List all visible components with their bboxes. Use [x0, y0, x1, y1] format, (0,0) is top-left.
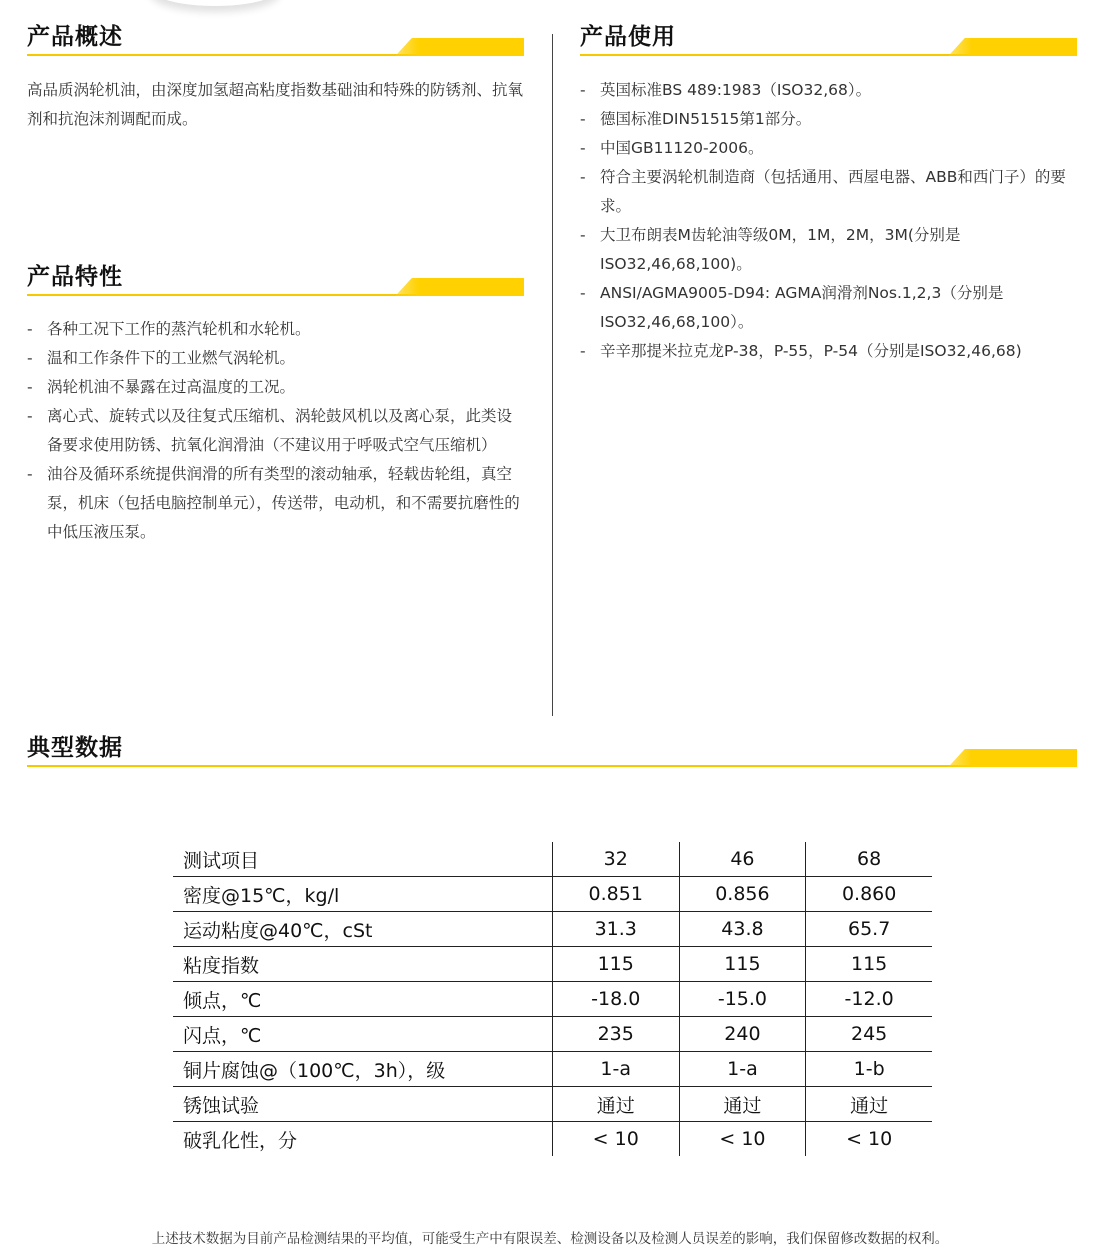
table-row [173, 982, 932, 1017]
table-cell: 31.3 [552, 912, 679, 947]
table-cell: 43.8 [679, 912, 806, 947]
table-row [173, 1017, 932, 1052]
table-cell: 115 [552, 947, 679, 982]
table-cell: 240 [679, 1017, 806, 1052]
table-cell: 1-a [679, 1052, 806, 1087]
list-item: - 各种工况下工作的蒸汽轮机和水轮机。 [27, 315, 525, 344]
table-cell: 0.860 [806, 877, 932, 912]
table-cell: < 10 [806, 1122, 932, 1157]
table-cell: < 10 [552, 1122, 679, 1157]
footnote: 上述技术数据为目前产品检测结果的平均值，可能受生产中有限误差、检测设备以及检测人员误差的影响，我们保留修改数据的权利。 [151, 1231, 949, 1247]
table-cell: 密度@15℃，kg/l [173, 877, 552, 912]
table-cell: < 10 [679, 1122, 806, 1157]
table-cell: 破乳化性，分 [183, 1129, 298, 1152]
table-cell: -18.0 [552, 982, 679, 1017]
table-row [173, 1052, 932, 1087]
list-item: - 离心式、旋转式以及往复式压缩机、涡轮鼓风机以及离心泵，此类设备要求使用防锈、抗氧化润滑油（不建议用于呼吸式空气压缩机） [27, 402, 525, 460]
table-row [173, 947, 932, 982]
table-header-cell: 46 [679, 842, 806, 877]
table-cell: 粘度指数 [173, 947, 552, 982]
table-cell: 235 [552, 1017, 679, 1052]
table-cell: 65.7 [806, 912, 932, 947]
usage-header [580, 22, 1077, 56]
decorative-arc [150, 0, 280, 6]
list-item: - 德国标准DIN51515第1部分。 [580, 105, 1078, 134]
table-cell: -15.0 [679, 982, 806, 1017]
typical-title: 典型数据 [27, 735, 123, 761]
list-item: - 辛辛那提米拉克龙P-38，P-55，P-54（分别是ISO32,46,68) [580, 337, 1078, 366]
list-item: - 符合主要涡轮机制造商（包括通用、西屋电器、ABB和西门子）的要求。 [580, 163, 1078, 221]
table-cell: 0.856 [679, 877, 806, 912]
table-row [173, 1122, 932, 1157]
usage-title: 产品使用 [580, 24, 676, 50]
table-cell: 通过 [552, 1087, 679, 1122]
usage-list [580, 76, 1078, 366]
table-cell: 闪点，℃ [173, 1017, 552, 1052]
overview-text: 高品质涡轮机油，由深度加氢超高粘度指数基础油和特殊的防锈剂、抗氧剂和抗泡沫剂调配而成。 [27, 81, 524, 128]
table-cell: -12.0 [806, 982, 932, 1017]
table-cell: 115 [679, 947, 806, 982]
list-item: - ANSI/AGMA9005-D94: AGMA润滑剂Nos.1,2,3（分别是ISO32,46,68,100）。 [580, 279, 1078, 337]
features-title: 产品特性 [27, 264, 123, 290]
list-item: - 英国标准BS 489:1983（ISO32,68）。 [580, 76, 1078, 105]
table-header-cell: 测试项目 [173, 842, 552, 877]
column-divider [552, 34, 553, 716]
list-item: - 中国GB11120-2006。 [580, 134, 1078, 163]
typical-data-table [173, 842, 932, 1156]
typical-rule [27, 765, 1077, 767]
features-list [27, 315, 525, 547]
features-header [27, 262, 524, 296]
table-cell: 倾点，℃ [173, 982, 552, 1017]
list-item: - 温和工作条件下的工业燃气涡轮机。 [27, 344, 525, 373]
table-cell: 通过 [806, 1087, 932, 1122]
table-row [173, 877, 932, 912]
table-header-row [173, 842, 932, 877]
list-item: - 油谷及循环系统提供润滑的所有类型的滚动轴承，轻载齿轮组，真空泵，机床（包括电脑控制单元），传送带，电动机，和不需要抗磨性的中低压液压泵。 [27, 460, 525, 547]
table-header-cell: 68 [806, 842, 932, 877]
table-row [173, 912, 932, 947]
table-cell: 0.851 [552, 877, 679, 912]
list-item: - 大卫布朗表M齿轮油等级0M，1M，2M，3M(分别是ISO32,46,68,100)。 [580, 221, 1078, 279]
table-row [173, 1087, 932, 1122]
typical-header [27, 733, 1077, 767]
table-cell: 运动粘度@40℃，cSt [173, 912, 552, 947]
table-cell: 115 [806, 947, 932, 982]
list-item: - 涡轮机油不暴露在过高温度的工况。 [27, 373, 525, 402]
table-cell: 锈蚀试验 [173, 1087, 552, 1122]
table-cell: 通过 [679, 1087, 806, 1122]
overview-header [27, 22, 524, 56]
table-cell: 1-b [806, 1052, 932, 1087]
table-cell: 245 [806, 1017, 932, 1052]
table-header-cell: 32 [552, 842, 679, 877]
table-cell: 1-a [552, 1052, 679, 1087]
overview-title: 产品概述 [27, 24, 123, 50]
table-cell: 铜片腐蚀@（100℃，3h），级 [173, 1052, 552, 1087]
